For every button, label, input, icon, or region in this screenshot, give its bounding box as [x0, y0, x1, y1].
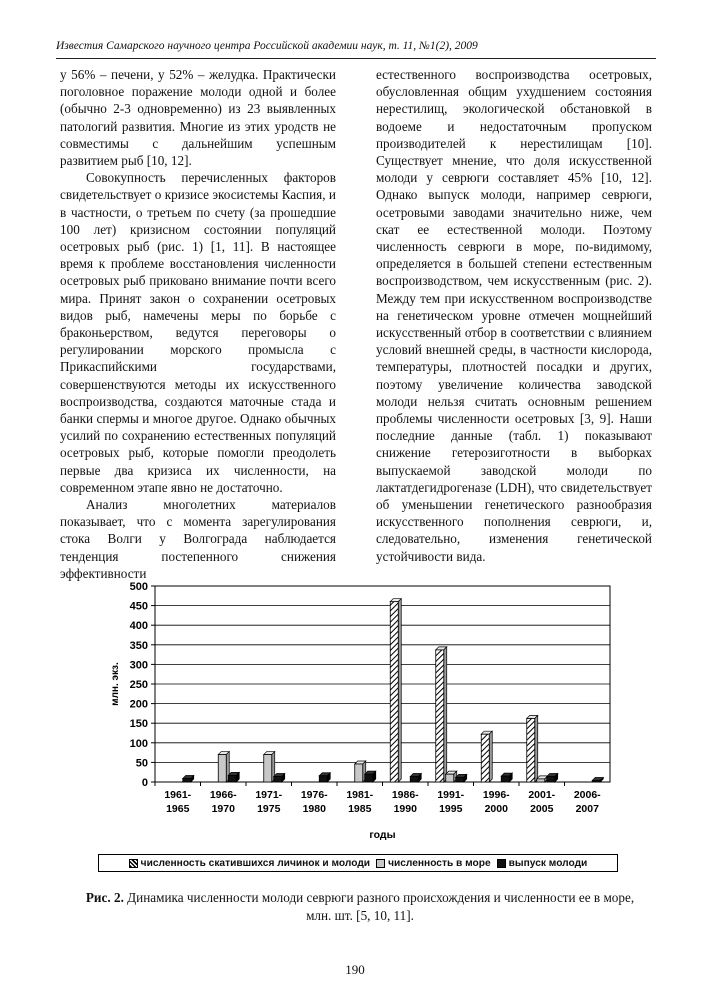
y-tick-label: 250	[129, 679, 148, 691]
x-tick-label: 1975	[257, 803, 281, 815]
y-tick-label: 100	[129, 737, 148, 750]
bar-2	[456, 777, 464, 782]
x-tick-label: 1986-	[391, 789, 419, 801]
bar-2	[365, 774, 373, 782]
legend-swatch	[129, 859, 138, 868]
page-number: 190	[345, 962, 365, 977]
bar-side	[535, 715, 538, 782]
x-tick-label: 2005	[530, 803, 554, 815]
figure-caption	[80, 889, 640, 925]
bar-side	[398, 599, 401, 782]
x-tick-label: 1961-	[164, 789, 192, 801]
bar-1	[446, 774, 454, 782]
x-tick-label: 2000	[484, 803, 508, 815]
y-tick-label: 150	[129, 718, 148, 731]
figure-2-chart	[100, 578, 620, 876]
paragraph: у 56% – печени, у 52% – желудка. Практически поголовное поражение молоди одной и более (обычно 2-3 одновременно) из 23 выявленных патологий развития. Многие из этих уродств не совместимы с дальнейшим успешным развитием рыб [10, 12].	[60, 67, 336, 169]
y-tick-label: 400	[129, 620, 148, 633]
y-tick-label: 450	[129, 600, 148, 613]
bar-0	[436, 650, 444, 782]
figure-caption-text: Динамика численности молоди севрюги разного происхождения и численности ее в море, млн. шт. [5, 10, 11].	[123, 890, 635, 923]
x-tick-label: 1966-	[209, 789, 237, 801]
x-tick-label: 1976-	[300, 789, 328, 801]
bar-2	[547, 777, 555, 782]
y-tick-label: 50	[135, 757, 148, 770]
x-tick-label: 1980	[302, 803, 326, 815]
x-axis-label: годы	[369, 829, 396, 841]
x-tick-label: 2001-	[528, 789, 556, 801]
y-tick-label: 0	[141, 777, 148, 789]
legend-label: численность скатившихся личинок и молоди	[140, 857, 371, 869]
chart-legend	[98, 854, 618, 872]
bar-1	[218, 755, 226, 782]
x-tick-label: 2007	[575, 803, 599, 815]
x-tick-label: 1996-	[482, 789, 510, 801]
x-tick-label: 1971-	[255, 789, 283, 801]
y-tick-label: 200	[129, 698, 148, 711]
left-text-column	[60, 66, 336, 582]
x-tick-label: 1991-	[437, 789, 465, 801]
x-tick-label: 1990	[393, 803, 417, 815]
legend-label: численность в море	[388, 857, 491, 869]
paragraph: Анализ многолетних материалов показывает, что с момента зарегулирования стока Волги у Волгограда наблюдается тенденция постепенного снижения эффективности	[60, 497, 336, 581]
bar-side	[444, 647, 447, 782]
y-tick-label: 300	[129, 659, 148, 672]
x-tick-label: 1965	[166, 803, 190, 815]
y-tick-label: 500	[129, 581, 148, 593]
paragraph: естественного воспроизводства осетровых, обусловленная общим ухудшением состояния нерестилищ, экологической обстановкой в водоеме и недостаточным пропуском производителей к нерестилищам [10]. Существует мнение, что доля искусственной молоди у севрюги составляет 45% [10, 12]. Однако выпуск молоди, например севрюги, осетровыми заводами значительно ниже, чем скат ее естественной молоди. Поэтому численность севрюги в море, по-видимому, определяется в большей степени естественным воспроизводством, чем искусственным (рис. 2). Между тем при искусственном воспроизводстве на генетическом уровне отмечен мощнейший искусственный отбор в соответствии с влиянием условий внешней среды, в частности кислорода, температуры, плотностей посадки и других, поэтому увеличение количества заводской молоди нельзя считать основным решением проблемы численности осетровых [3, 9]. Наши последние данные (табл. 1) показывают снижение гетерозиготности в выборках выпускаемой заводской молоди по лактатдегидрогеназе (LDH), что свидетельствует об уменьшении генетического разнообразия искусственного пополнения севрюги, и, следовательно, изменения генетической устойчивости вида.	[376, 67, 652, 564]
legend-label: выпуск молоди	[508, 857, 588, 869]
bar-2	[410, 777, 418, 782]
x-tick-label: 2006-	[573, 789, 601, 801]
y-tick-label: 350	[129, 639, 148, 652]
x-tick-label: 1995	[439, 803, 463, 815]
bar-0	[390, 602, 398, 782]
x-tick-label: 1970	[211, 803, 235, 815]
bar-chart	[100, 578, 620, 876]
y-axis-label: млн. экз.	[110, 662, 121, 706]
bar-1	[264, 755, 272, 782]
x-tick-label: 1985	[348, 803, 372, 815]
legend-item	[129, 858, 370, 869]
bar-2	[274, 777, 282, 782]
bar-2	[501, 776, 509, 782]
bar-1	[355, 764, 363, 782]
bar-2	[183, 778, 191, 782]
right-text-column	[376, 66, 652, 565]
bar-2	[319, 776, 327, 782]
bar-2	[228, 775, 236, 782]
x-tick-label: 1981-	[346, 789, 374, 801]
paragraph: Совокупность перечисленных факторов свидетельствует о кризисе экосистемы Каспия, и в частности, о третьем по счету (за прошедшие 100 лет) кризисном состоянии популяций осетровых рыб (рис. 1) [1, 11]. В настоящее время к проблеме восстановления численности осетровых рыб приковано внимание почти всего мира. Принят закон о сохранении осетровых видов рыб, намечены меры по борьбе с браконьерством, ведутся переговоры о регулировании морского промысла с Прикаспийскими государствами, совершенствуются методы их искусственного воспроизводства, создаются маточные стада и банки спермы и многое другое. Однако обычных усилий по сохранению естественных популяций осетровых рыб, которые помогли преодолеть первые два кризиса их численности, на современном этапе явно не достаточно.	[60, 170, 336, 495]
journal-header: Известия Самарского научного центра Российской академии наук, т. 11, №1(2), 2009	[56, 40, 478, 52]
figure-label: Рис. 2.	[85, 890, 124, 905]
bar-side	[489, 731, 492, 782]
legend-swatch	[376, 859, 385, 868]
header-rule	[56, 58, 656, 59]
legend-swatch	[497, 859, 506, 868]
legend-item	[497, 858, 588, 869]
bar-2	[592, 780, 600, 782]
bar-1	[537, 779, 545, 782]
legend-item	[376, 858, 491, 869]
bar-0	[481, 734, 489, 782]
bar-0	[527, 718, 535, 782]
